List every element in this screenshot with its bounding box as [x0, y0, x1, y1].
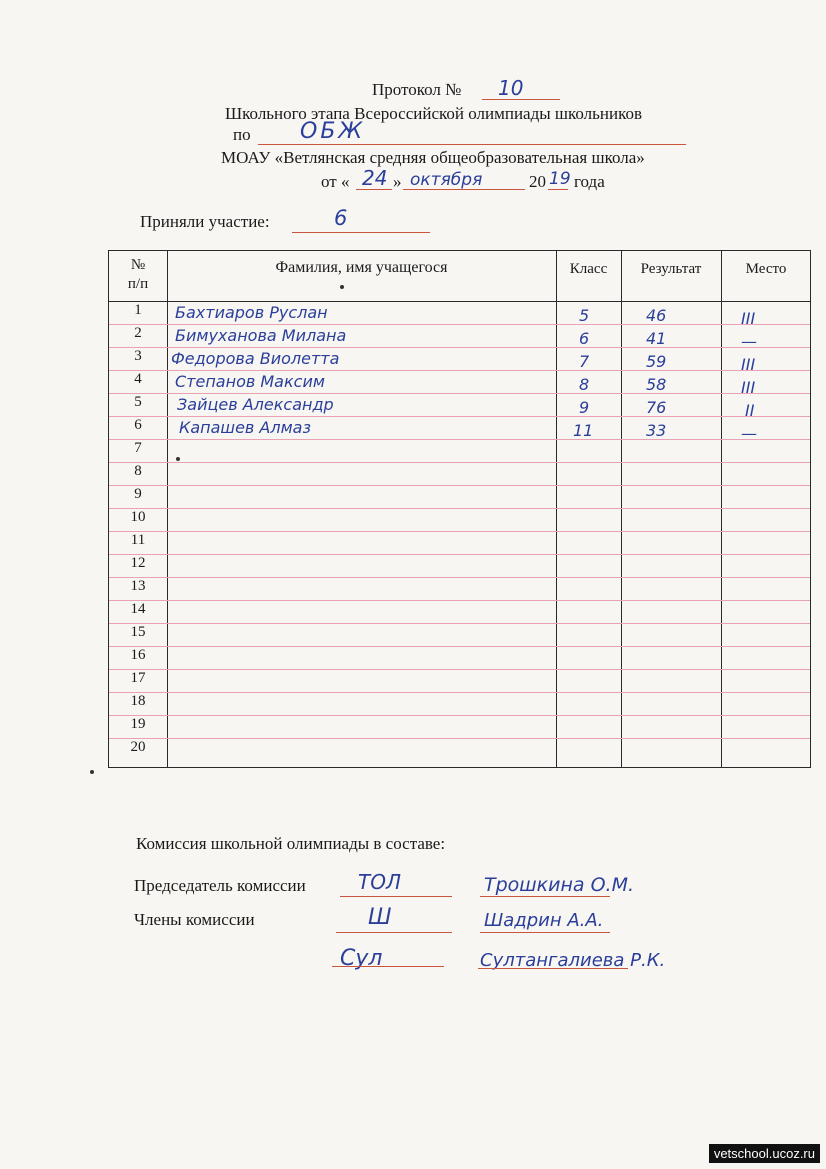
watermark: vetschool.ucoz.ru	[709, 1144, 820, 1163]
row-num: 12	[130, 555, 146, 571]
student-place: —	[741, 424, 757, 443]
member-name-underline	[478, 968, 628, 969]
row-num: 14	[130, 601, 146, 617]
chair-name: Трошкина О.М.	[484, 874, 635, 896]
row-line	[109, 669, 810, 670]
student-place: II	[745, 401, 755, 420]
date-month-underline	[403, 189, 525, 190]
date-mid: »	[393, 172, 402, 191]
row-num: 7	[134, 440, 142, 456]
student-result: 76	[646, 398, 667, 417]
row-line	[109, 324, 810, 325]
participants-value: 6	[334, 206, 348, 230]
student-result: 33	[646, 421, 667, 440]
student-result: 59	[646, 352, 667, 371]
row-num: 8	[134, 463, 142, 479]
row-line	[109, 531, 810, 532]
col-divider-4	[721, 251, 722, 767]
olympiad-line: Школьного этапа Всероссийской олимпиады школьников	[225, 104, 643, 123]
student-place: III	[741, 378, 756, 397]
member-signature: Ш	[368, 905, 392, 930]
row-line	[109, 715, 810, 716]
ink-dot	[340, 285, 344, 289]
protocol-label: Протокол №	[372, 80, 462, 99]
member-name: Шадрин А.А.	[484, 910, 604, 931]
row-num: 19	[130, 716, 146, 732]
header-name: Фамилия, имя учащегося	[275, 259, 448, 276]
row-line	[109, 462, 810, 463]
subject-value: ОБЖ	[300, 119, 366, 144]
header-num-2: п/п	[127, 276, 149, 292]
row-line	[109, 554, 810, 555]
student-name: Бимуханова Милана	[175, 326, 347, 345]
ink-dot	[90, 770, 94, 774]
commission-title: Комиссия школьной олимпиады в составе:	[136, 834, 446, 853]
chair-name-underline	[480, 896, 610, 897]
date-year-suffix: 19	[549, 169, 571, 189]
row-num: 15	[130, 624, 146, 640]
date-month: октября	[410, 170, 483, 190]
protocol-number-underline	[482, 99, 560, 100]
results-table	[108, 250, 811, 768]
member-signature-underline	[332, 966, 444, 967]
student-name: Федорова Виолетта	[171, 349, 340, 368]
row-num: 2	[134, 325, 142, 341]
student-class: 9	[579, 398, 590, 417]
ink-dot	[176, 457, 180, 461]
row-line	[109, 600, 810, 601]
participants-underline	[292, 232, 430, 233]
student-name: Степанов Максим	[175, 372, 325, 391]
date-year-prefix: 20	[529, 172, 546, 191]
student-place: —	[741, 332, 757, 351]
student-name: Зайцев Александр	[177, 395, 334, 414]
student-name: Капашев Алмаз	[179, 418, 311, 437]
header-class: Класс	[569, 261, 608, 277]
chair-label: Председатель комиссии	[134, 876, 306, 895]
date-day: 24	[362, 166, 388, 190]
row-num: 3	[134, 348, 142, 364]
student-result: 58	[646, 375, 667, 394]
student-class: 11	[573, 421, 594, 440]
row-line	[109, 646, 810, 647]
row-num: 11	[130, 532, 146, 548]
col-divider-3	[621, 251, 622, 767]
school-name: МОАУ «Ветлянская средняя общеобразовательная школа»	[221, 148, 645, 167]
row-line	[109, 439, 810, 440]
row-line	[109, 692, 810, 693]
header-num-1: №	[130, 257, 146, 273]
header-place: Место	[745, 261, 787, 277]
row-num: 1	[134, 302, 142, 318]
header-bottom-line	[109, 301, 810, 302]
chair-signature: ТОЛ	[358, 870, 401, 894]
row-num: 20	[130, 739, 146, 755]
student-class: 7	[579, 352, 590, 371]
row-num: 13	[130, 578, 146, 594]
date-prefix: от «	[321, 172, 350, 191]
student-class: 8	[579, 375, 590, 394]
date-day-underline	[356, 189, 392, 190]
row-line	[109, 370, 810, 371]
member-signature: Сул	[340, 946, 383, 971]
col-divider-1	[167, 251, 168, 767]
header-result: Результат	[640, 261, 702, 277]
row-line	[109, 347, 810, 348]
student-class: 6	[579, 329, 590, 348]
row-num: 6	[134, 417, 142, 433]
row-num: 18	[130, 693, 146, 709]
member-name: Султангалиева Р.К.	[480, 950, 666, 971]
row-num: 17	[130, 670, 146, 686]
row-line	[109, 577, 810, 578]
student-place: III	[741, 355, 756, 374]
date-suffix: года	[574, 172, 605, 191]
col-divider-2	[556, 251, 557, 767]
participants-label: Приняли участие:	[140, 212, 270, 231]
row-line	[109, 738, 810, 739]
date-year-underline	[548, 189, 568, 190]
row-line	[109, 508, 810, 509]
row-line	[109, 416, 810, 417]
protocol-number: 10	[498, 76, 524, 100]
row-line	[109, 623, 810, 624]
row-line	[109, 485, 810, 486]
chair-signature-underline	[340, 896, 452, 897]
subject-label: по	[233, 125, 251, 144]
row-num: 10	[130, 509, 146, 525]
row-num: 4	[134, 371, 142, 387]
row-num: 9	[134, 486, 142, 502]
row-num: 5	[134, 394, 142, 410]
row-line	[109, 393, 810, 394]
student-place: III	[741, 309, 756, 328]
student-result: 46	[646, 306, 667, 325]
member-name-underline	[480, 932, 610, 933]
student-class: 5	[579, 306, 590, 325]
student-result: 41	[646, 329, 667, 348]
student-name: Бахтиаров Руслан	[175, 303, 328, 322]
row-num: 16	[130, 647, 146, 663]
members-label: Члены комиссии	[134, 910, 255, 929]
member-signature-underline	[336, 932, 452, 933]
subject-underline	[258, 144, 686, 145]
